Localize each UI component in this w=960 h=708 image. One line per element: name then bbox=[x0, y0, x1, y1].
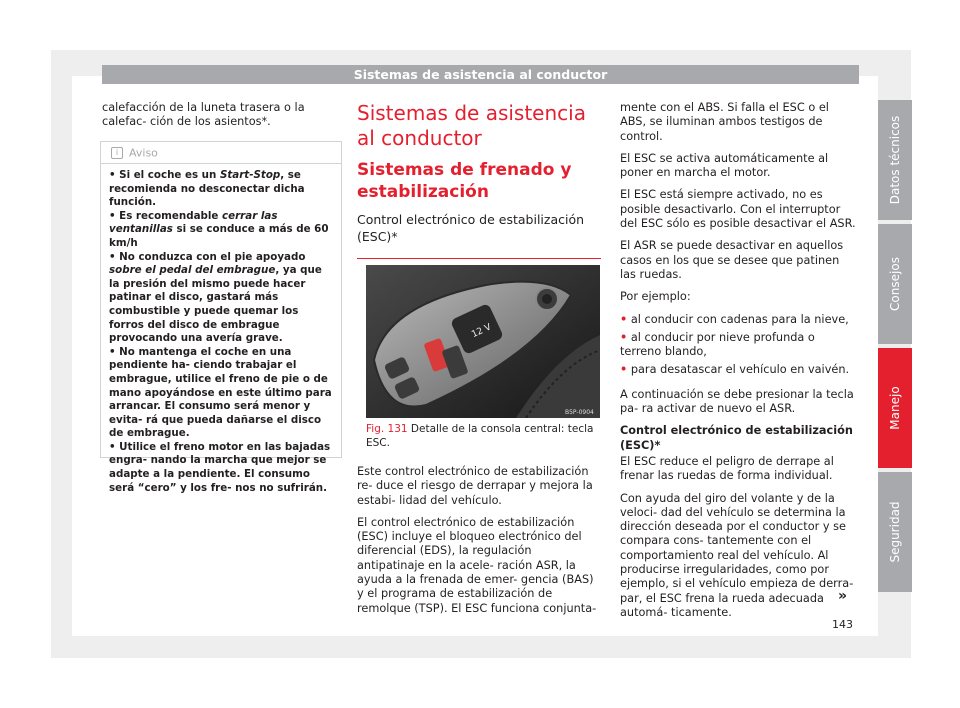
console-illustration bbox=[366, 265, 600, 418]
bullet-icon: • bbox=[109, 169, 120, 181]
paragraph: Por ejemplo: bbox=[620, 290, 691, 304]
list-item: • al conducir por nieve profunda o terreno blando, bbox=[620, 330, 815, 359]
paragraph: El ESC reduce el peligro de derrape al frenar las ruedas de forma individual. bbox=[620, 454, 834, 483]
subsection-title: Control electrónico de estabilización (ESC)* bbox=[357, 212, 585, 244]
column-middle-body bbox=[357, 465, 602, 624]
bullet-list bbox=[620, 313, 858, 378]
subheading: Control electrónico de estabilización (ESC)* bbox=[620, 424, 853, 452]
paragraph: Este control electrónico de estabilización re- duce el riesgo de derrapar y mejora la estabi- lidad del vehículo. bbox=[357, 465, 593, 507]
list-item: • para desatascar el vehículo en vaivén. bbox=[620, 363, 850, 377]
section-title: Sistemas de frenado y estabilización bbox=[357, 160, 572, 202]
intro-text: calefacción de la luneta trasera o la calefac- ción de los asientos*. bbox=[102, 101, 305, 129]
notice-box bbox=[100, 141, 342, 494]
bullet-icon: • bbox=[620, 330, 628, 344]
notice-label: Aviso bbox=[129, 146, 158, 160]
list-item: • al conducir con cadenas para la nieve, bbox=[620, 312, 849, 326]
notice-item: • No mantenga el coche en una pendiente ha- ciendo trabajar el embrague, utilice el freno de pie o de mano apoyándose en este último para arrancar. El consumo será menor y evita- rá que pueda dañarse el disco de embrague. bbox=[109, 345, 332, 440]
notice-item: • Es recomendable cerrar las ventanillas si se conduce a más de 60 km/h bbox=[109, 209, 329, 249]
tab-manejo[interactable]: Manejo bbox=[878, 348, 912, 468]
column-middle bbox=[357, 101, 602, 245]
bullet-icon: • bbox=[109, 209, 120, 222]
figure-code: B5P-0904 bbox=[565, 409, 594, 416]
continue-arrow-icon: » bbox=[838, 588, 848, 604]
bullet-icon: • bbox=[620, 363, 628, 377]
column-left bbox=[102, 101, 340, 138]
paragraph: El control electrónico de estabilización (ESC) incluye el bloqueo electrónico del diferencial (EDS), la regulación antipatinaje en la acele- ración ASR, la ayuda a la frenada de emer- gencia (BAS) y el programa de estabilización de remolque (TSP). El ESC funciona conjunta- bbox=[357, 515, 597, 615]
paragraph: mente con el ABS. Si falla el ESC o el ABS, se iluminan ambos testigos de control. bbox=[620, 101, 829, 143]
paragraph: El ASR se puede desactivar en aquellos casos en los que se desee que patinen las ruedas. bbox=[620, 239, 844, 281]
notice-body bbox=[101, 164, 341, 495]
info-icon: i bbox=[111, 147, 123, 159]
knob-12v-label: 12 V bbox=[470, 322, 494, 341]
bullet-icon: • bbox=[109, 250, 120, 263]
tab-datos-tecnicos[interactable]: Datos técnicos bbox=[878, 100, 912, 220]
paragraph: El ESC se activa automáticamente al poner en marcha el motor. bbox=[620, 151, 829, 180]
bullet-icon: • bbox=[620, 312, 628, 326]
section-header: Sistemas de asistencia al conductor bbox=[102, 65, 859, 84]
notice-item: • No conduzca con el pie apoyado sobre el pedal del embrague, ya que la presión del mismo puede hacer patinar el disco, gastará más combustible y puede quemar los forros del disco de embrague provocando una avería grave. bbox=[109, 250, 322, 345]
bullet-icon: • bbox=[109, 345, 120, 358]
bullet-icon: • bbox=[109, 440, 120, 453]
tab-seguridad[interactable]: Seguridad bbox=[878, 472, 912, 592]
page-number: 143 bbox=[832, 618, 853, 631]
tab-consejos[interactable]: Consejos bbox=[878, 224, 912, 344]
paragraph: El ESC está siempre activado, no es posible desactivarlo. Con el interruptor del ESC sólo es posible desactivar el ASR. bbox=[620, 188, 856, 231]
notice-item: • Si el coche es un Start-Stop, se recomienda no desconectar dicha función. bbox=[109, 169, 305, 209]
title-rule bbox=[357, 258, 601, 259]
chapter-title: Sistemas de asistencia al conductor bbox=[357, 101, 586, 150]
notice-item: • Utilice el freno motor en las bajadas engra- nando la marcha que mejor se adapte a la pendiente. El consumo será “cero” y los fre- nos no sufrirán. bbox=[109, 440, 331, 494]
notice-header bbox=[101, 142, 341, 164]
figure-caption bbox=[366, 423, 602, 450]
column-right bbox=[620, 101, 858, 628]
figure-number: Fig. 131 bbox=[366, 423, 408, 435]
paragraph: A continuación se debe presionar la tecla pa- ra activar de nuevo el ASR. bbox=[620, 387, 854, 416]
figure-caption-text: Detalle de la consola central: tecla ESC. bbox=[366, 423, 594, 449]
figure-console-photo bbox=[366, 265, 600, 418]
paragraph: Con ayuda del giro del volante y de la veloci- dad del vehículo se determina la dirección deseada por el conductor y se compara cons- tantemente con el comportamiento real del vehículo. Al producirse irregularidades, como por ejemplo, si el vehículo empieza de derra- par, el ESC frena la rueda adecuada automá- ticamente. bbox=[620, 491, 854, 619]
